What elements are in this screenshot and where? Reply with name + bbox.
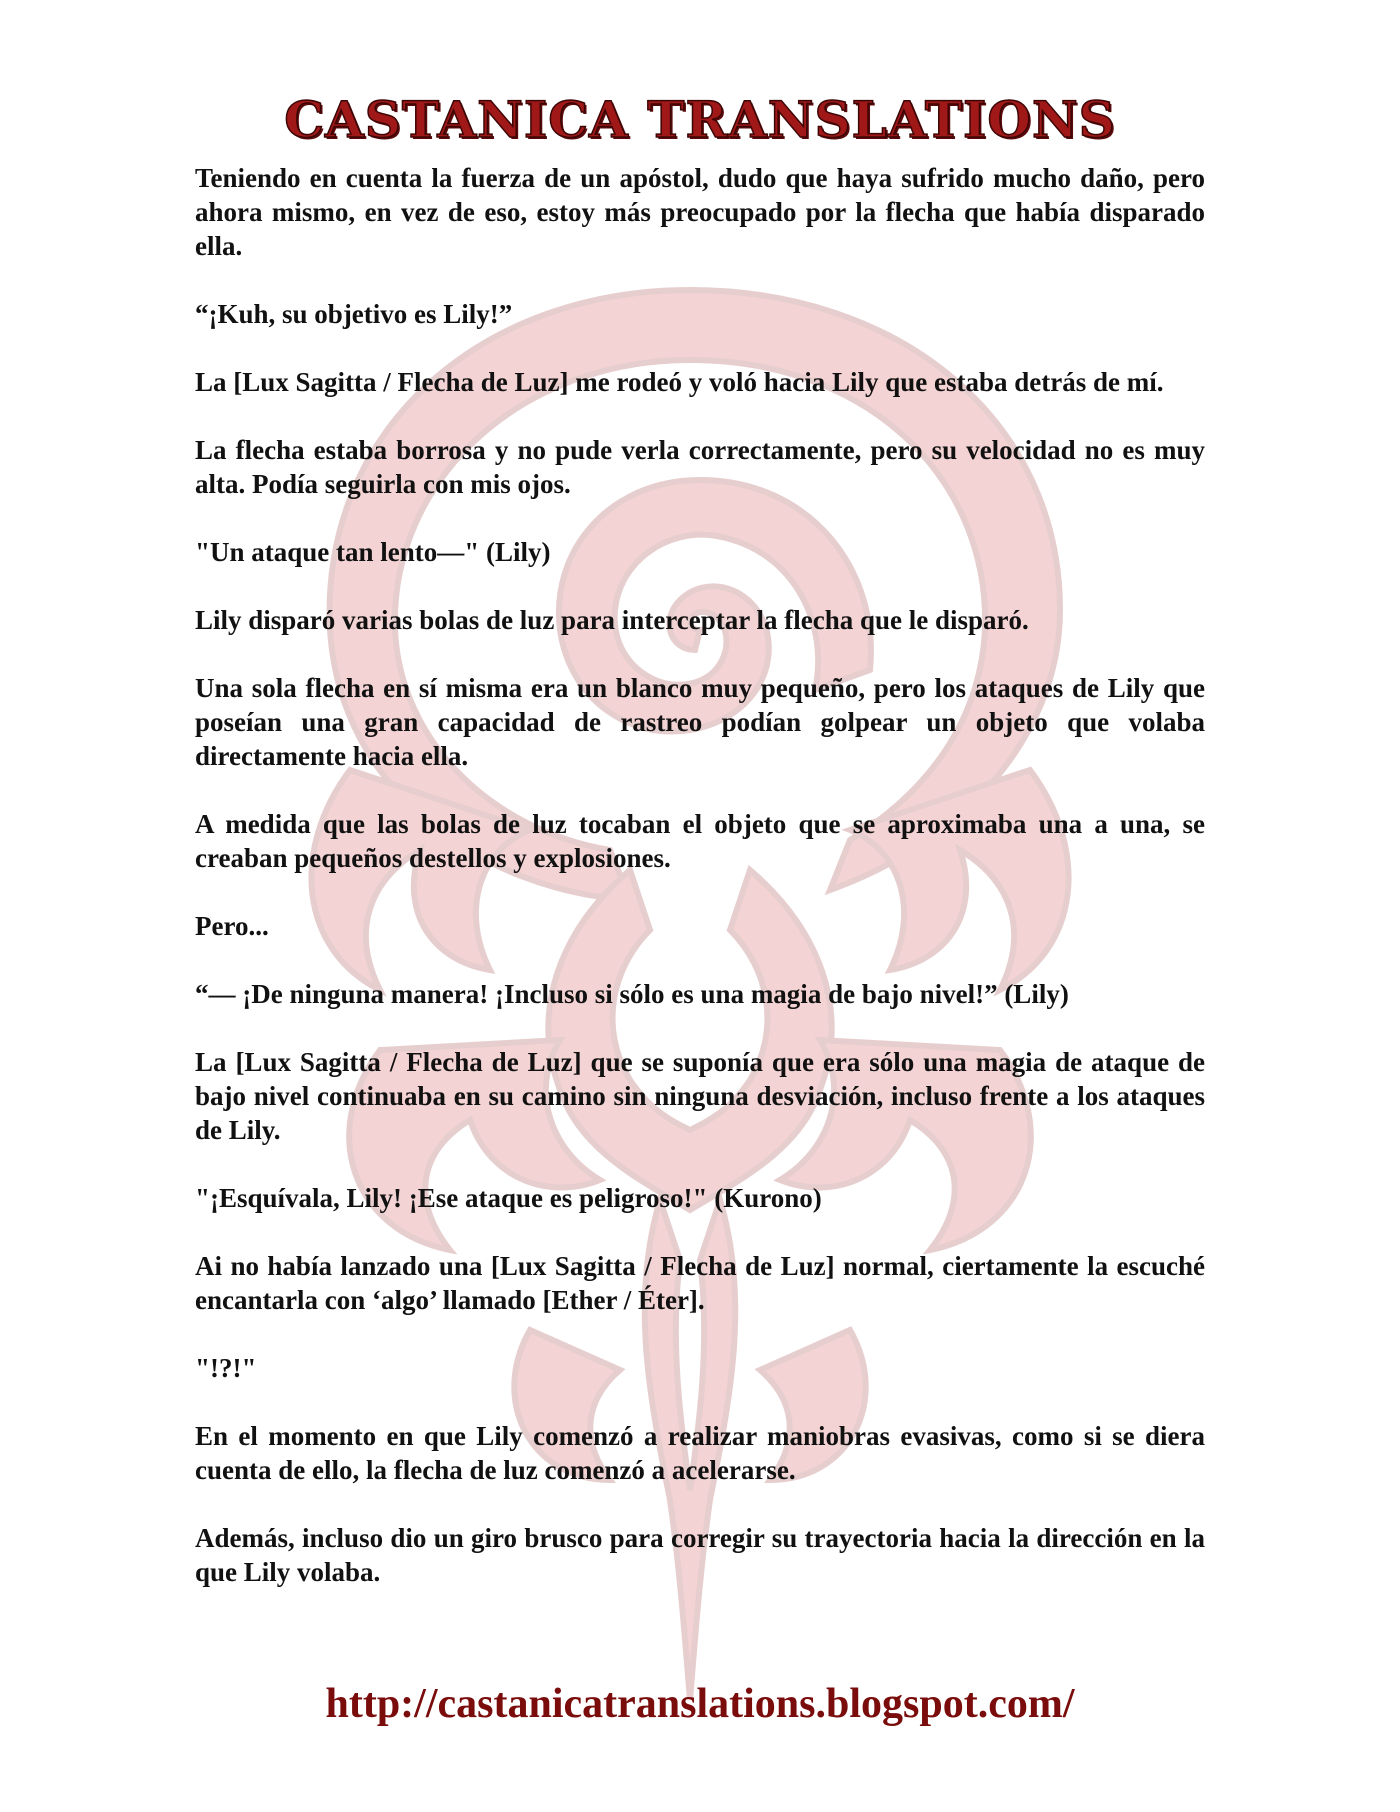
paragraph: La [Lux Sagitta / Flecha de Luz] me rodeó y voló hacia Lily que estaba detrás de mí. — [195, 367, 1164, 397]
paragraph: Lily disparó varias bolas de luz para interceptar la flecha que le disparó. — [195, 605, 1029, 635]
paragraph: "!?!" — [195, 1353, 257, 1383]
paragraph: La [Lux Sagitta / Flecha de Luz] que se suponía que era sólo una magia de ataque de bajo nivel continuaba en su camino sin ninguna desviación, incluso frente a los ataques de Lily. — [195, 1047, 1205, 1145]
page-header — [0, 90, 1400, 150]
paragraph: Además, incluso dio un giro brusco para corregir su trayectoria hacia la dirección en la que Lily volaba. — [195, 1523, 1205, 1587]
page-footer — [0, 1680, 1400, 1728]
blog-url-link[interactable]: http://castanicatranslations.blogspot.com/ — [325, 1681, 1075, 1727]
paragraph: En el momento en que Lily comenzó a realizar maniobras evasivas, como si se diera cuenta de ello, la flecha de luz comenzó a acelerarse. — [195, 1421, 1205, 1485]
site-title: CASTANICA TRANSLATIONS — [284, 90, 1116, 149]
paragraph: "¡Esquívala, Lily! ¡Ese ataque es peligroso!" (Kurono) — [195, 1183, 822, 1213]
paragraph: La flecha estaba borrosa y no pude verla correctamente, pero su velocidad no es muy alta. Podía seguirla con mis ojos. — [195, 435, 1205, 499]
paragraph: A medida que las bolas de luz tocaban el objeto que se aproximaba una a una, se creaban pequeños destellos y explosiones. — [195, 809, 1205, 873]
paragraph: Teniendo en cuenta la fuerza de un apóstol, dudo que haya sufrido mucho daño, pero ahora mismo, en vez de eso, estoy más preocupado por la flecha que había disparado ella. — [195, 163, 1205, 261]
paragraph: Pero... — [195, 911, 269, 941]
paragraph: “¡Kuh, su objetivo es Lily!” — [195, 299, 513, 329]
paragraph: Una sola flecha en sí misma era un blanco muy pequeño, pero los ataques de Lily que poseían una gran capacidad de rastreo podían golpear un objeto que volaba directamente hacia ella. — [195, 673, 1205, 771]
paragraph: Ai no había lanzado una [Lux Sagitta / Flecha de Luz] normal, ciertamente la escuché encantarla con ‘algo’ llamado [Ether / Éter]. — [195, 1251, 1205, 1315]
paragraph: "Un ataque tan lento—" (Lily) — [195, 537, 551, 567]
chapter-text — [195, 161, 1205, 1623]
paragraph: “— ¡De ninguna manera! ¡Incluso si sólo es una magia de bajo nivel!” (Lily) — [195, 979, 1069, 1009]
